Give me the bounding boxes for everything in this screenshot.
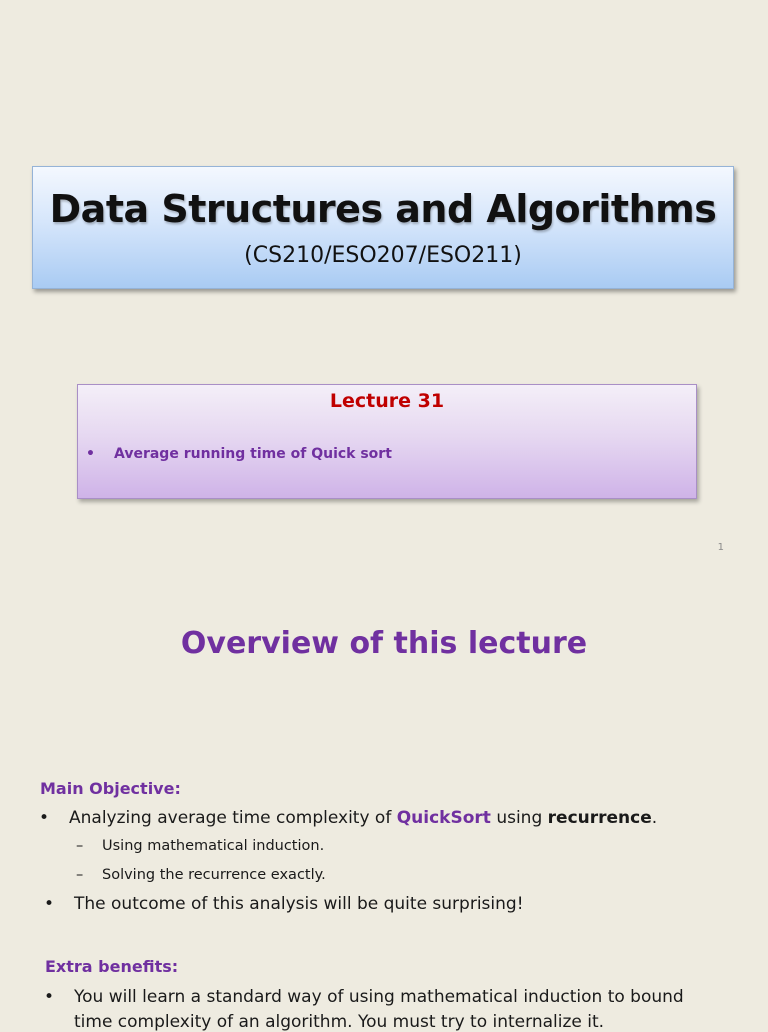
slide-number: 1 [717,542,724,553]
extra-benefits-heading: Extra benefits: [45,957,179,976]
recurrence-term: recurrence [547,808,652,828]
benefit-bullet [44,987,684,1007]
outcome-bullet [44,894,524,914]
lecture-topic: Average running time of Quick sort [114,446,392,462]
benefit-line-2: time complexity of an algorithm. You must try to internalize it. [74,1012,605,1032]
course-codes: (CS210/ESO207/ESO211) [244,243,522,268]
title-box [32,166,734,289]
objective-middle: using [490,808,548,828]
lecture-topic-item [86,446,392,462]
objective-suffix: . [651,808,658,828]
bullet-icon: • [44,894,55,914]
sub-item-solving [76,867,326,883]
quicksort-term: QuickSort [396,808,491,828]
sub-item-text: Solving the recurrence exactly. [102,867,326,883]
benefit-line-1: You will learn a standard way of using mathematical induction to bound [74,987,684,1007]
bullet-icon: • [39,808,50,828]
bullet-icon: • [86,446,95,462]
lecture-label: Lecture 31 [329,390,445,412]
outcome-text: The outcome of this analysis will be quite surprising! [74,894,524,914]
overview-title: Overview of this lecture [180,626,588,661]
slide-title: Data Structures and Algorithms [49,187,717,231]
objective-prefix: Analyzing average time complexity of [69,808,397,828]
sub-item-text: Using mathematical induction. [102,838,325,854]
objective-bullet [39,808,658,828]
dash-icon: – [76,838,84,854]
main-objective-heading: Main Objective: [40,779,181,798]
dash-icon: – [76,867,84,883]
bullet-icon: • [44,987,55,1007]
sub-item-induction [76,838,325,854]
lecture-box [77,384,697,499]
